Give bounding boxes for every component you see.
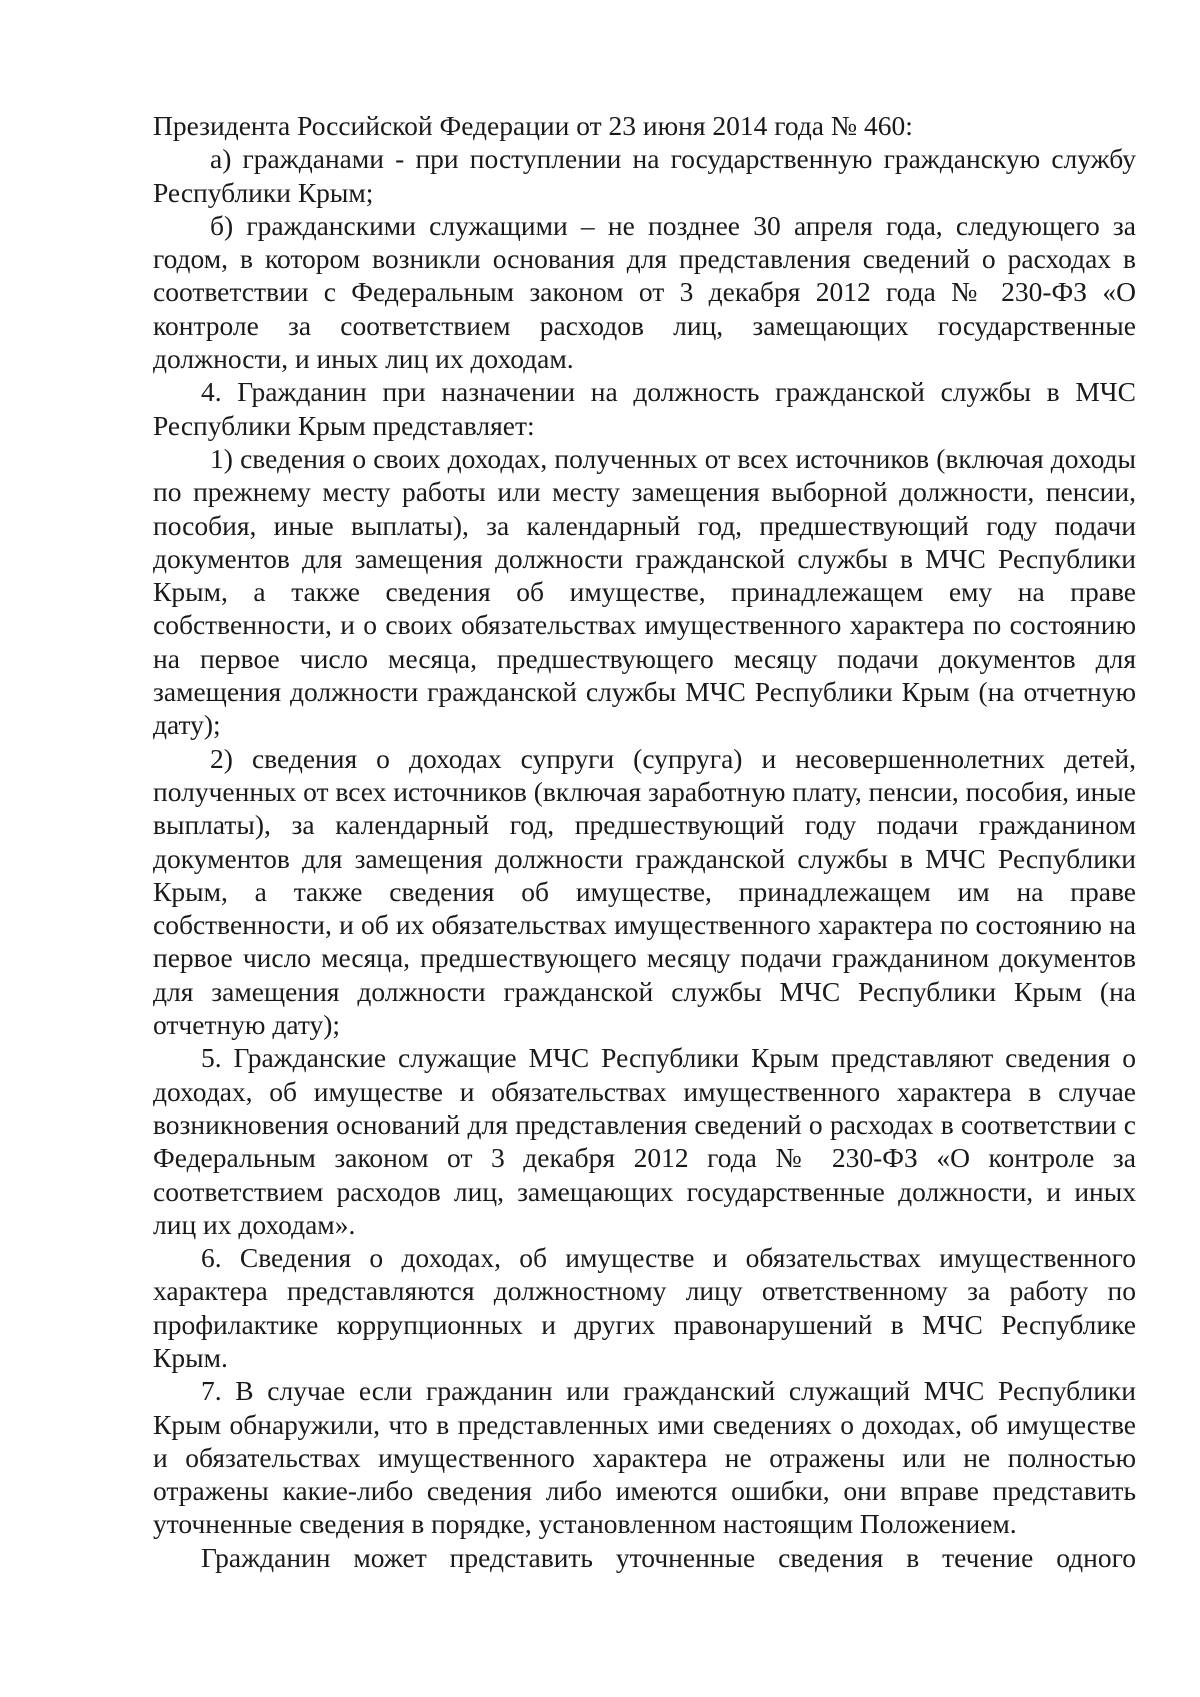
paragraph-item-4-1: 1) сведения о своих доходах, полученных от всех источников (включая доходы по прежнему месту работы или месту замещения выборной должности, пенсии, пособия, иные выплаты), за календарный год, предшествующий году подачи документов для замещения должности гражданской службы в МЧС Республики Крым, а также сведения об имуществе, принадлежащем ему на праве собственности, и о своих обязательствах имущественного характера по состоянию на первое число месяца, предшествующего месяцу подачи документов для замещения должности гражданской службы МЧС Республики Крым (на отчетную дату);: [153, 442, 1136, 741]
document-body: [153, 109, 1136, 1574]
paragraph-item-4-2: 2) сведения о доходах супруги (супруга) и несовершеннолетних детей, полученных от всех источников (включая заработную плату, пенсии, пособия, иные выплаты), за календарный год, предшествующий году подачи гражданином документов для замещения должности гражданской службы в МЧС Республики Крым, а также сведения об имуществе, принадлежащем им на праве собственности, и об их обязательствах имущественного характера по состоянию на первое число месяца, предшествующего месяцу подачи гражданином документов для замещения должности гражданской службы МЧС Республики Крым (на отчетную дату);: [153, 742, 1137, 1041]
paragraph-item-a: а) гражданами - при поступлении на государственную гражданскую службу Республики Крым;: [153, 143, 1136, 208]
paragraph-intro: Президента Российской Федерации от 23 июня 2014 года № 460:: [153, 110, 913, 141]
paragraph-item-4: 4. Гражданин при назначении на должность гражданской службы в МЧС Республики Крым представляет:: [153, 376, 1136, 441]
paragraph-item-7: 7. В случае если гражданин или гражданский служащий МЧС Республики Крым обнаружили, что в представленных ими сведениях о доходах, об имуществе и обязательствах имущественного характера не отражены или не полностью отражены какие-либо сведения либо имеются ошибки, они вправе представить уточненные сведения в порядке, установленном настоящим Положением.: [153, 1375, 1136, 1540]
paragraph-final: Гражданин может представить уточненные сведения в течение одного: [201, 1541, 1136, 1573]
paragraph-item-5: 5. Гражданские служащие МЧС Республики Крым представляют сведения о доходах, об имуществе и обязательствах имущественного характера в случае возникновения оснований для представления сведений о расходах в соответствии с Федеральным законом от 3 декабря 2012 года № 230-ФЗ «О контроле за соответствием расходов лиц, замещающих государственные должности, и иных лиц их доходам».: [153, 1042, 1136, 1240]
paragraph-item-b: б) гражданскими служащими – не позднее 30 апреля года, следующего за годом, в котором возникли основания для представления сведений о расходах в соответствии с Федеральным законом от 3 декабря 2012 года № 230-ФЗ «О контроле за соответствием расходов лиц, замещающих государственные должности, и иных лиц их доходам.: [153, 209, 1136, 375]
paragraph-item-6: 6. Сведения о доходах, об имуществе и обязательствах имущественного характера представляются должностному лицу ответственному за работу по профилактике коррупционных и других правонарушений в МЧС Республике Крым.: [153, 1242, 1136, 1373]
